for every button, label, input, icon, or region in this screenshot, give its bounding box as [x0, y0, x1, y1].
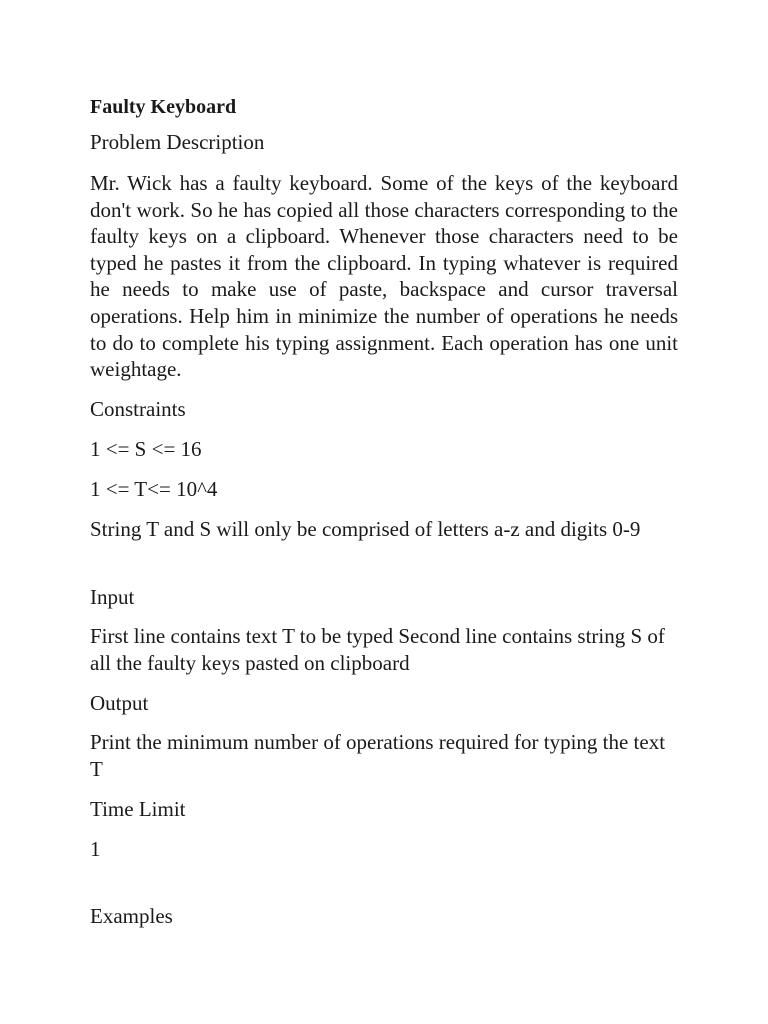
constraint-charset: String T and S will only be comprised of letters a-z and digits 0-9 — [90, 517, 641, 541]
problem-description-heading: Problem Description — [90, 130, 265, 154]
time-limit-heading: Time Limit — [90, 797, 186, 821]
output-text: Print the minimum number of operations required for typing the text T — [90, 730, 666, 781]
problem-description-text: Mr. Wick has a faulty keyboard. Some of the keys of the keyboard don't work. So he has copied all those characters corresponding to the faulty keys on a clipboard. Whenever those characters need to be typed he pastes it from the clipboard. In typing whatever is required he needs to make use of paste, backspace and cursor traversal operations. Help him in minimize the number of operations he needs to do to complete his typing assignment. Each operation has one unit weightage. — [90, 171, 678, 382]
time-limit-value: 1 — [90, 837, 101, 861]
input-text: First line contains text T to be typed Second line contains string S of all the faulty keys pasted on clipboard — [90, 624, 665, 675]
input-heading: Input — [90, 585, 135, 609]
constraint-t: 1 <= T<= 10^4 — [90, 477, 218, 501]
constraints-heading: Constraints — [90, 397, 186, 421]
document-title: Faulty Keyboard — [90, 96, 237, 118]
output-heading: Output — [90, 691, 149, 715]
examples-heading: Examples — [90, 904, 173, 928]
constraint-s: 1 <= S <= 16 — [90, 437, 202, 461]
